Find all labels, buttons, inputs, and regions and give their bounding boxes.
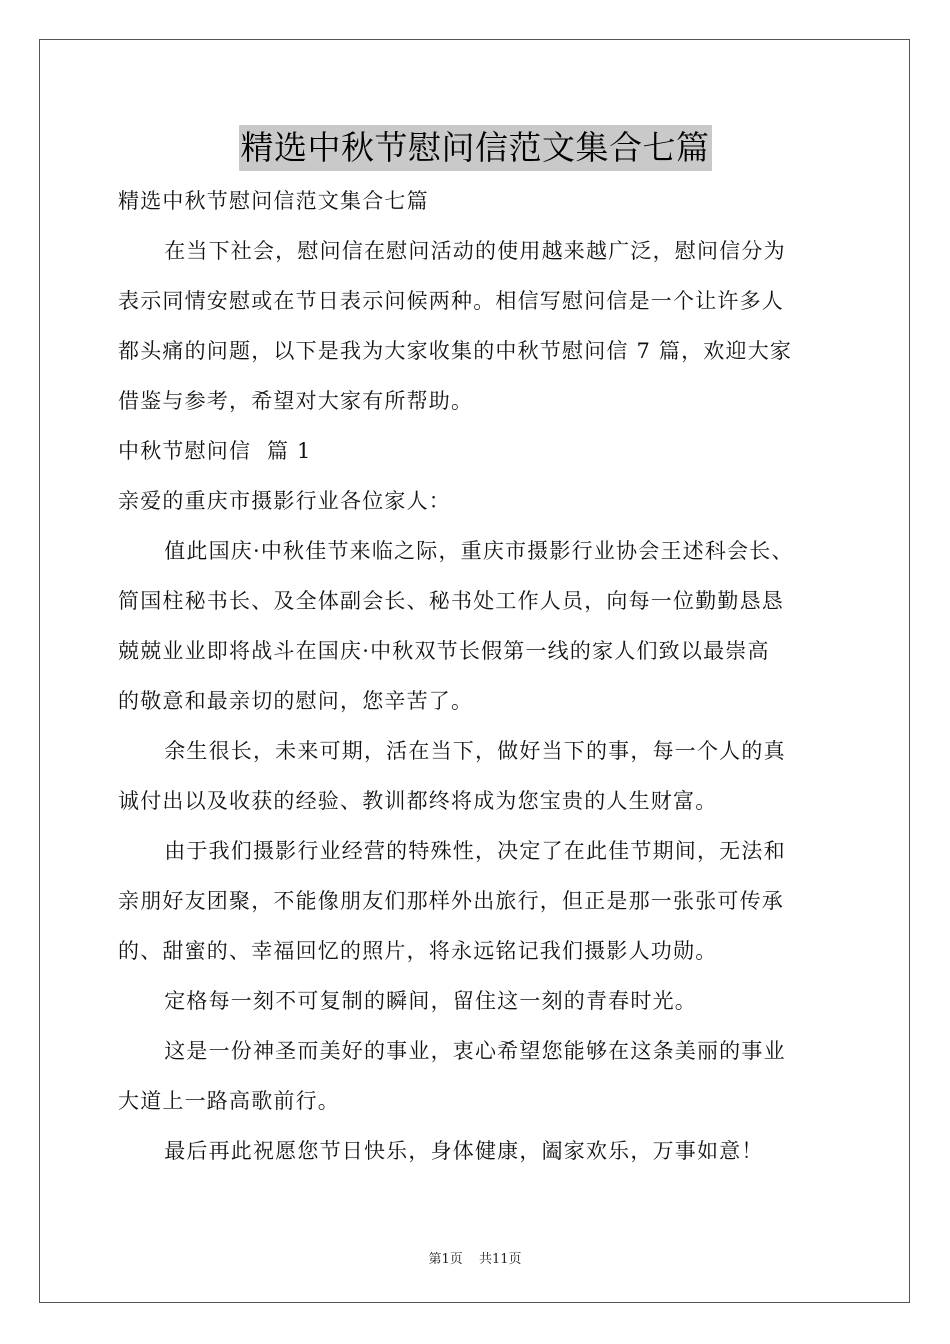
paragraph-line: 兢兢业业即将战斗在国庆·中秋双节长假第一线的家人们致以最崇高 bbox=[118, 639, 770, 663]
paragraph-line: 定格每一刻不可复制的瞬间，留住这一刻的青春时光。 bbox=[164, 989, 697, 1013]
letter-paragraph bbox=[118, 976, 838, 1026]
paragraph-line: 余生很长，未来可期，活在当下，做好当下的事，每一个人的真 bbox=[164, 739, 786, 763]
paragraph-line: 最后再此祝愿您节日快乐，身体健康，阖家欢乐，万事如意！ bbox=[164, 1139, 764, 1163]
letter-paragraph bbox=[118, 726, 838, 826]
paragraph-line: 的、甜蜜的、幸福回忆的照片，将永远铭记我们摄影人功勋。 bbox=[118, 939, 718, 963]
section-heading: 中秋节慰问信 篇 1 bbox=[118, 439, 312, 463]
paragraph-line: 这是一份神圣而美好的事业，衷心希望您能够在这条美丽的事业 bbox=[164, 1039, 786, 1063]
letter-paragraph bbox=[118, 526, 838, 726]
page-footer bbox=[0, 1248, 950, 1267]
letter-paragraph bbox=[118, 1126, 838, 1176]
letter-paragraph bbox=[118, 1026, 838, 1126]
document-subtitle: 精选中秋节慰问信范文集合七篇 bbox=[118, 189, 429, 213]
paragraph-line: 的敬意和最亲切的慰问，您辛苦了。 bbox=[118, 689, 474, 713]
document-title: 精选中秋节慰问信范文集合七篇 bbox=[239, 125, 712, 171]
intro-line: 在当下社会，慰问信在慰问活动的使用越来越广泛，慰问信分为 bbox=[164, 239, 786, 263]
paragraph-line: 亲朋好友团聚，不能像朋友们那样外出旅行，但正是那一张张可传承 bbox=[118, 889, 784, 913]
document-body bbox=[118, 176, 838, 1176]
intro-line: 借鉴与参考，希望对大家有所帮助。 bbox=[118, 389, 474, 413]
intro-paragraph bbox=[118, 226, 838, 426]
letter-paragraph bbox=[118, 826, 838, 976]
intro-line: 表示同情安慰或在节日表示问候两种。相信写慰问信是一个让许多人 bbox=[118, 289, 784, 313]
title-container bbox=[0, 125, 950, 171]
page-number: 第1页 bbox=[428, 1252, 463, 1267]
paragraph-line: 大道上一路高歌前行。 bbox=[118, 1089, 340, 1113]
paragraph-line: 值此国庆·中秋佳节来临之际，重庆市摄影行业协会王述科会长、 bbox=[164, 539, 794, 563]
paragraph-line: 由于我们摄影行业经营的特殊性，决定了在此佳节期间，无法和 bbox=[164, 839, 786, 863]
paragraph-line: 诚付出以及收获的经验、教训都终将成为您宝贵的人生财富。 bbox=[118, 789, 718, 813]
salutation: 亲爱的重庆市摄影行业各位家人： bbox=[118, 489, 451, 513]
page-total: 共11页 bbox=[478, 1252, 522, 1267]
paragraph-line: 简国柱秘书长、及全体副会长、秘书处工作人员，向每一位勤勤恳恳 bbox=[118, 589, 784, 613]
intro-line: 都头痛的问题，以下是我为大家收集的中秋节慰问信 7 篇，欢迎大家 bbox=[118, 339, 793, 363]
